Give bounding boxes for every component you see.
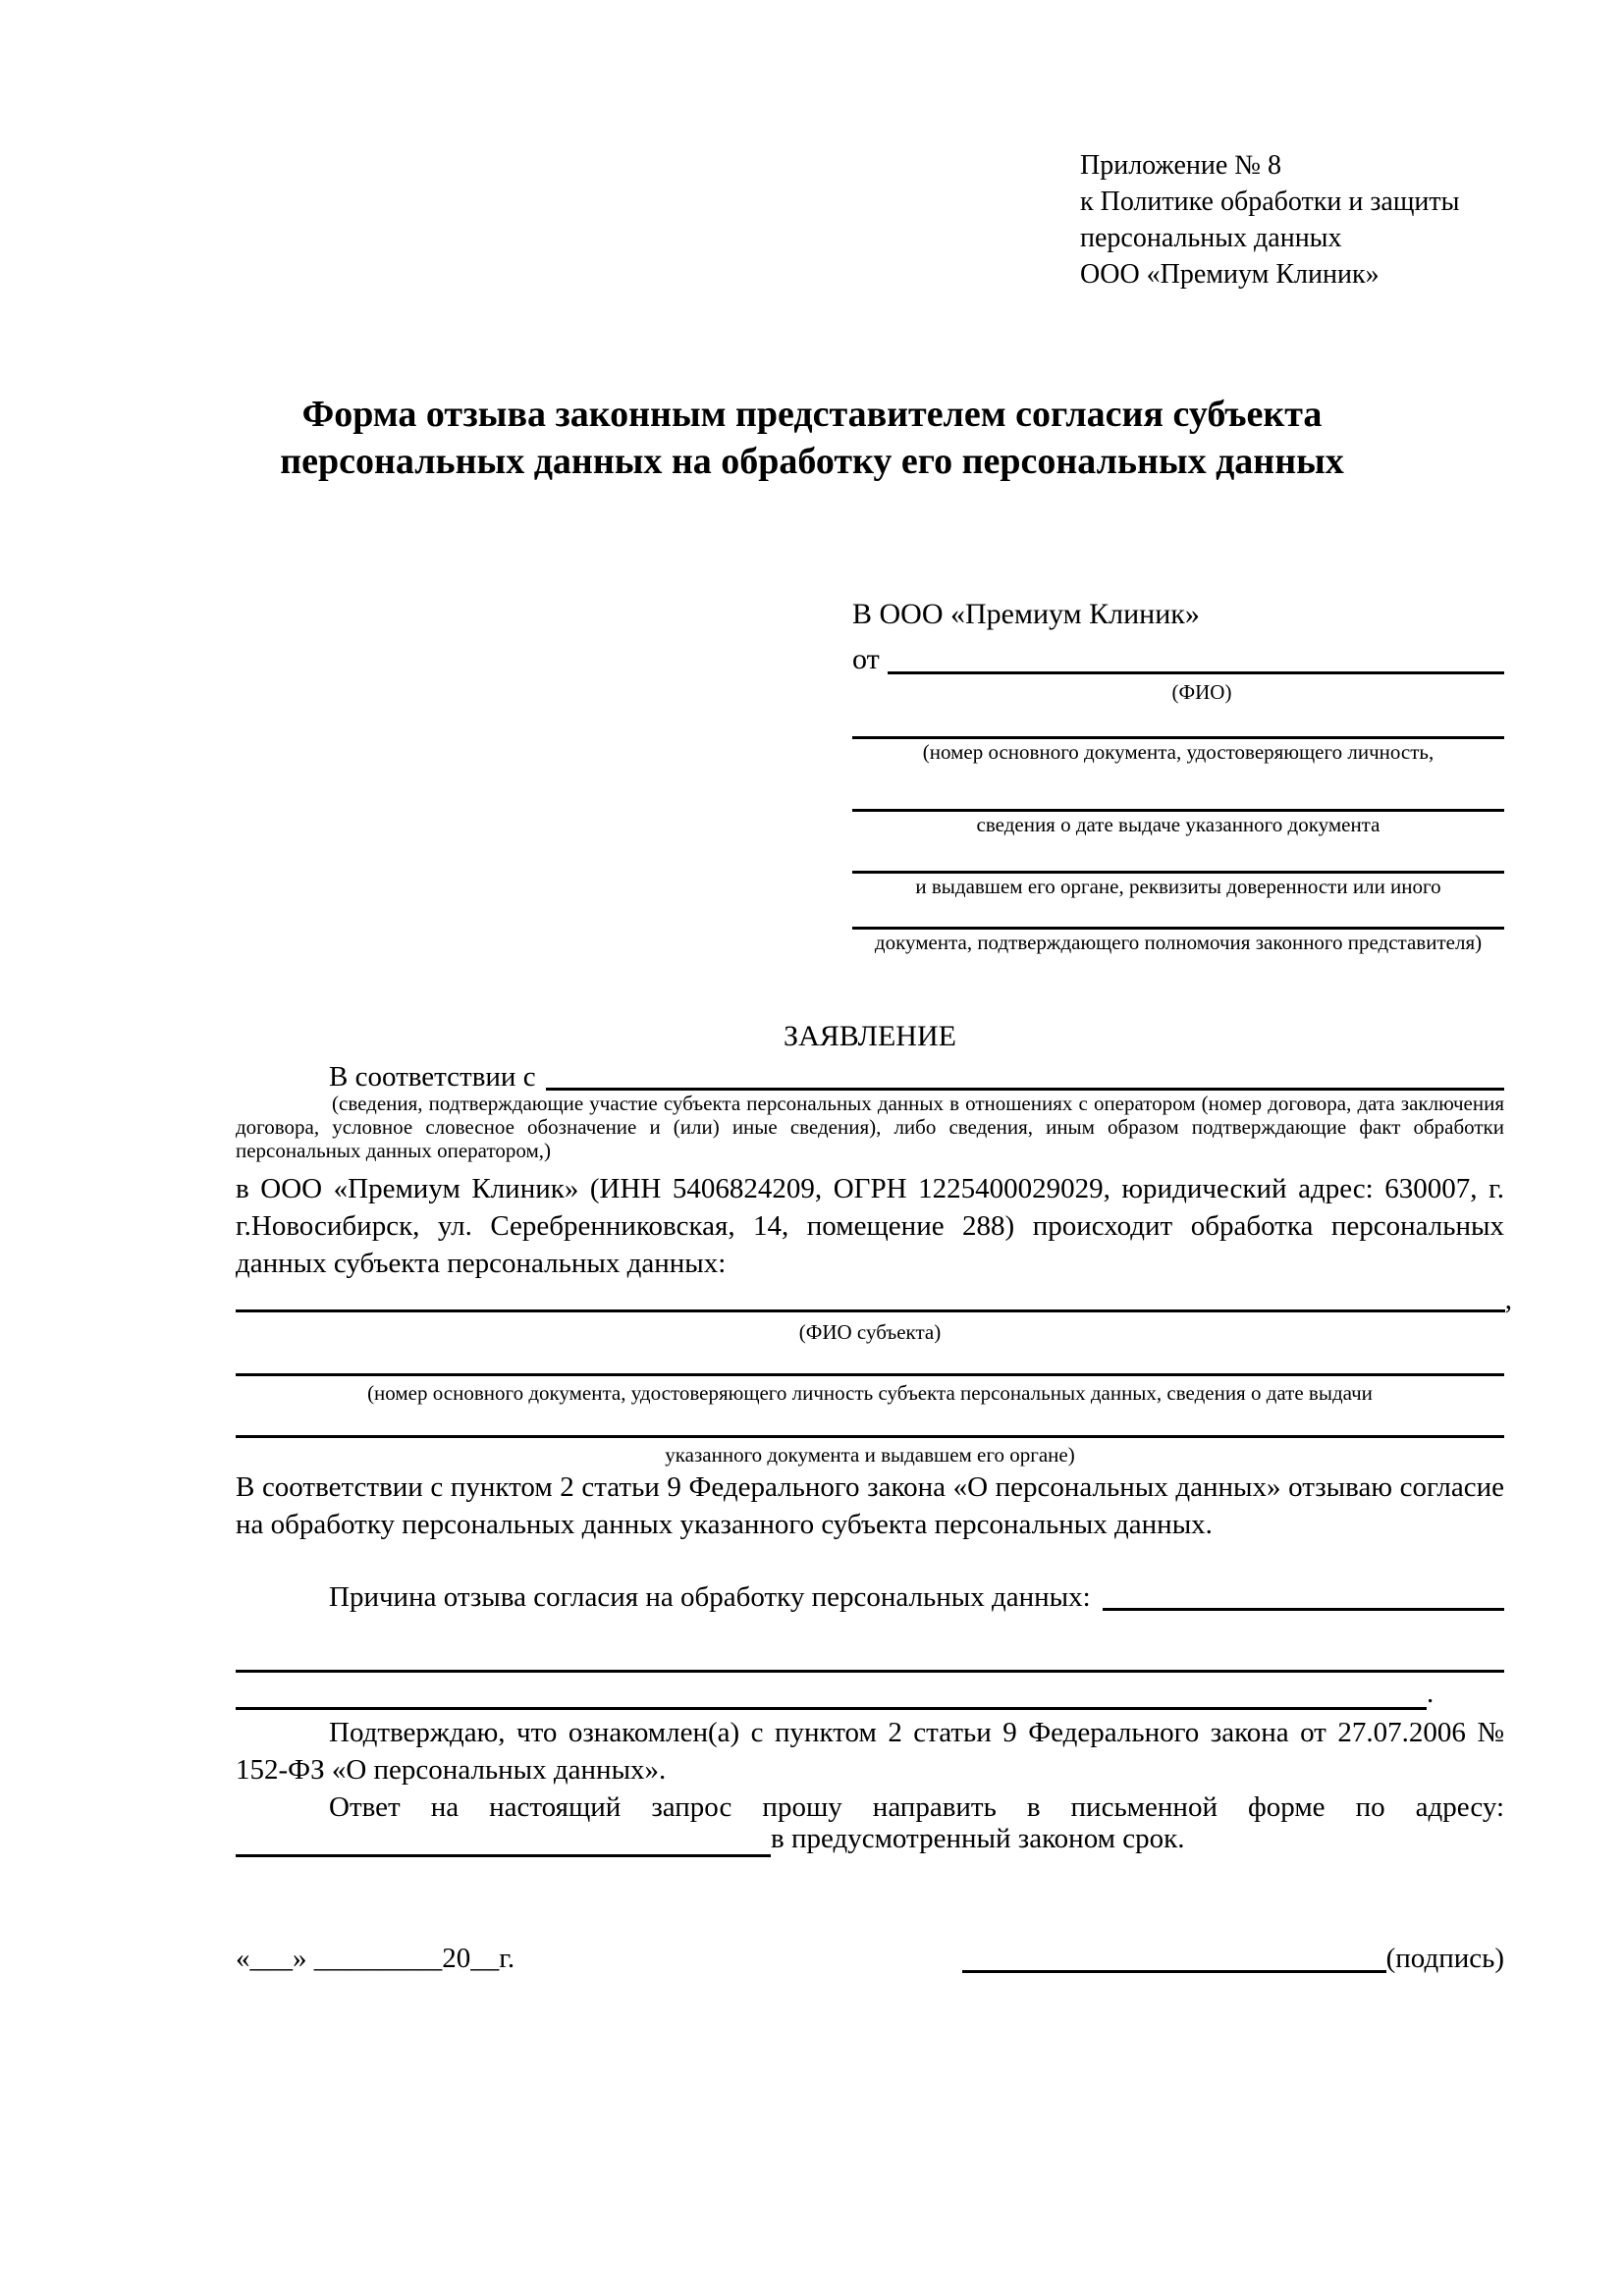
reason-label: Причина отзыва согласия на обработку персональных данных: — [329, 1581, 1091, 1613]
operator-paragraph: в ООО «Премиум Клиник» (ИНН 5406824209, ОГРН 1225400029029, юридический адрес: 630007, г. г.Новосибирск, ул. Серебренниковская, 14, помещение 288) происходит обработка персональных данных субъекта персональных данных: — [236, 1173, 1504, 1279]
reason-blank-line-2 — [236, 1680, 1427, 1710]
signature-fill-line — [962, 1941, 1386, 1973]
subject-fio-fill-line — [236, 1308, 1505, 1312]
annex-reference — [1080, 147, 1512, 293]
confirmation-paragraph: Подтверждаю, что ознакомлен(а) с пунктом 2 статьи 9 Федерального закона от 27.07.2006 № 152-ФЗ «О персональных данных». — [236, 1717, 1504, 1786]
subject-fio-caption: (ФИО субъекта) — [798, 1320, 942, 1344]
reply-request-line: Ответ на настоящий запрос прошу направить в письменной форме по адресу: — [329, 1791, 1504, 1823]
representative-doc-caption-1: (номер основного документа, удостоверяющего личность, — [922, 740, 1435, 764]
annex-line: ООО «Премиум Клиник» — [1080, 259, 1380, 290]
representative-doc-line-4 — [852, 899, 1504, 930]
representative-doc-caption-2: сведения о дате выдаче указанного документа — [976, 813, 1380, 836]
title-block — [0, 391, 1624, 485]
statement-heading: ЗАЯВЛЕНИЕ — [784, 1020, 956, 1052]
annex-line: к Политике обработки и защиты — [1080, 187, 1460, 217]
fio-caption: (ФИО) — [1171, 680, 1232, 704]
reason-blank-line-1 — [236, 1670, 1504, 1673]
participation-note: (сведения, подтверждающие участие субъекта персональных данных в отношениях с оператором (номер договора, дата заключения договора, условное словесное обозначение и (или) иные сведения), либо сведения, иным образом подтверждающие факт обработки персональных данных оператором,) — [236, 1092, 1504, 1162]
reply-address-row — [236, 1820, 1504, 1857]
according-fill-line — [546, 1087, 1504, 1091]
subject-doc-line-1 — [236, 1373, 1504, 1376]
reason-row — [236, 1578, 1504, 1616]
subject-fio-comma: , — [1504, 1284, 1512, 1315]
blank-line-period: . — [1427, 1678, 1435, 1709]
reply-tail: в предусмотренный законом срок. — [771, 1823, 1185, 1854]
withdrawal-paragraph: В соответствии с пунктом 2 статьи 9 Федерального закона «О персональных данных» отзываю согласие на обработку персональных данных указанного субъекта персональных данных. — [236, 1471, 1504, 1540]
annex-line: Приложение № 8 — [1080, 150, 1281, 181]
subject-doc-caption-1: (номер основного документа, удостоверяющего личность субъекта персональных данных, сведения о дате выдачи — [367, 1381, 1373, 1405]
representative-doc-line-3 — [852, 837, 1504, 874]
document-title: Форма отзыва законным представителем согласия субъекта персональных данных на обработку его персональных данных — [280, 394, 1344, 482]
from-label: от — [852, 643, 880, 675]
subject-doc-caption-2: указанного документа и выдавшем его органе) — [665, 1443, 1075, 1467]
representative-doc-line-1 — [852, 705, 1504, 739]
from-row — [852, 640, 1504, 679]
date-line: «___» _________20__г. — [236, 1943, 515, 1974]
representative-doc-caption-4: документа, подтверждающего полномочия законного представителя) — [874, 931, 1483, 954]
representative-doc-line-2 — [852, 765, 1504, 812]
addressee-block — [852, 595, 1504, 955]
according-row — [236, 1058, 1504, 1095]
subject-fio-row — [236, 1278, 1512, 1315]
reason-blank-line-2-row — [236, 1678, 1504, 1710]
reason-fill-line — [1103, 1607, 1504, 1611]
signature-caption: (подпись) — [1385, 1943, 1504, 1974]
according-label: В соответствии с — [329, 1061, 536, 1093]
annex-line: персональных данных — [1080, 223, 1342, 253]
representative-doc-caption-3: и выдавшем его органе, реквизиты доверенности или иного — [915, 875, 1441, 898]
fio-fill-line — [888, 670, 1504, 674]
subject-doc-line-2 — [236, 1435, 1504, 1438]
addressee-organization: В ООО «Премиум Клиник» — [852, 598, 1200, 630]
footer-row — [236, 1940, 1504, 1977]
reply-address-fill-line — [236, 1825, 771, 1857]
